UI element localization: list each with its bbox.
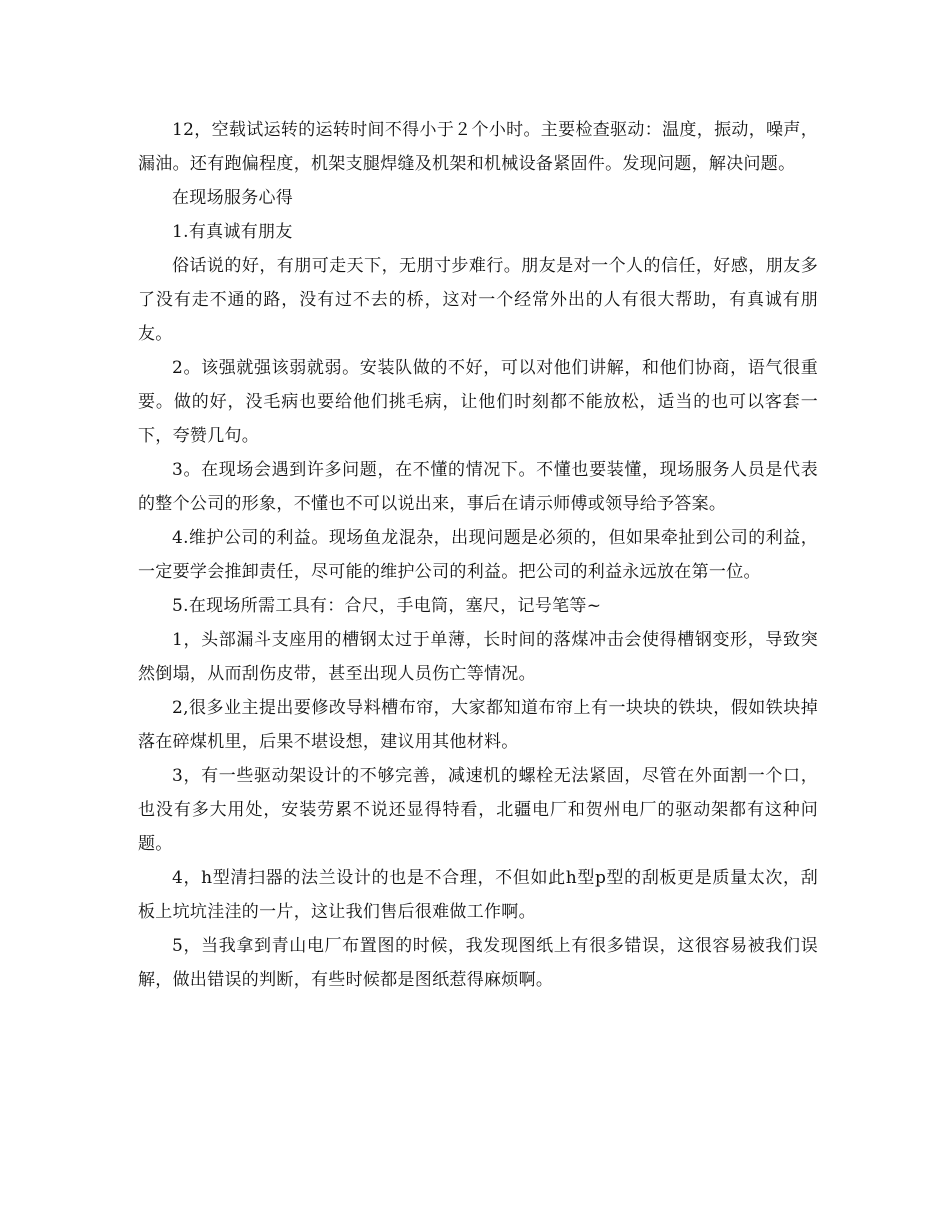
- paragraph-issue-cleaner: 4，h型清扫器的法兰设计的也是不合理，不但如此h型p型的刮板更是质量太次，刮板上坑坑洼洼的一片，这让我们售后很难做工作啊。: [138, 868, 818, 922]
- paragraph-issue-hopper: 1，头部漏斗支座用的槽钢太过于单薄，长时间的落煤冲击会使得槽钢变形，导致突然倒塌，从而刮伤皮带，甚至出现人员伤亡等情况。: [138, 630, 818, 684]
- paragraph-issue-drawings: 5，当我拿到青山电厂布置图的时候，我发现图纸上有很多错误，这很容易被我们误解，做出错误的判断，有些时候都是图纸惹得麻烦啊。: [138, 936, 818, 990]
- paragraph-problems: 3。在现场会遇到许多问题，在不懂的情况下。不懂也要装懂，现场服务人员是代表的整个公司的形象，不懂也不可以说出来，事后在请示师傅或领导给予答案。: [138, 460, 818, 514]
- document-body: [138, 113, 818, 997]
- paragraph-issue-curtain: 2,很多业主提出要修改导料槽布帘，大家都知道布帘上有一块块的铁块，假如铁块掉落在碎煤机里，后果不堪设想，建议用其他材料。: [138, 698, 818, 752]
- paragraph-issue-drive-frame: 3，有一些驱动架设计的不够完善，减速机的螺栓无法紧固，尽管在外面割一个口，也没有多大用处，安装劳累不说还显得特看，北疆电厂和贺州电厂的驱动架都有这种问题。: [138, 766, 818, 854]
- paragraph-strong-weak: 2。该强就强该弱就弱。安装队做的不好，可以对他们讲解，和他们协商，语气很重要。做的好，没毛病也要给他们挑毛病，让他们时刻都不能放松，适当的也可以客套一下，夸赞几句。: [138, 358, 818, 446]
- paragraph-tools: 5.在现场所需工具有：合尺，手电筒，塞尺，记号笔等~: [172, 596, 602, 616]
- paragraph-friends: 俗话说的好，有朋可走天下，无朋寸步难行。朋友是对一个人的信任，好感，朋友多了没有走不通的路，没有过不去的桥，这对一个经常外出的人有很大帮助，有真诚有朋友。: [138, 256, 818, 344]
- paragraph-operation-test: 12，空载试运转的运转时间不得小于２个小时。主要检查驱动：温度，振动，噪声，漏油。还有跑偏程度，机架支腿焊缝及机架和机械设备紧固件。发现问题，解决问题。: [138, 120, 818, 174]
- section-heading-field-service: 在现场服务心得: [172, 188, 294, 208]
- paragraph-company-interest: 4.维护公司的利益。现场鱼龙混杂，出现问题是必须的，但如果牵扯到公司的利益，一定要学会推卸责任，尽可能的维护公司的利益。把公司的利益永远放在第一位。: [138, 528, 818, 582]
- subheading-sincerity: 1.有真诚有朋友: [172, 222, 293, 242]
